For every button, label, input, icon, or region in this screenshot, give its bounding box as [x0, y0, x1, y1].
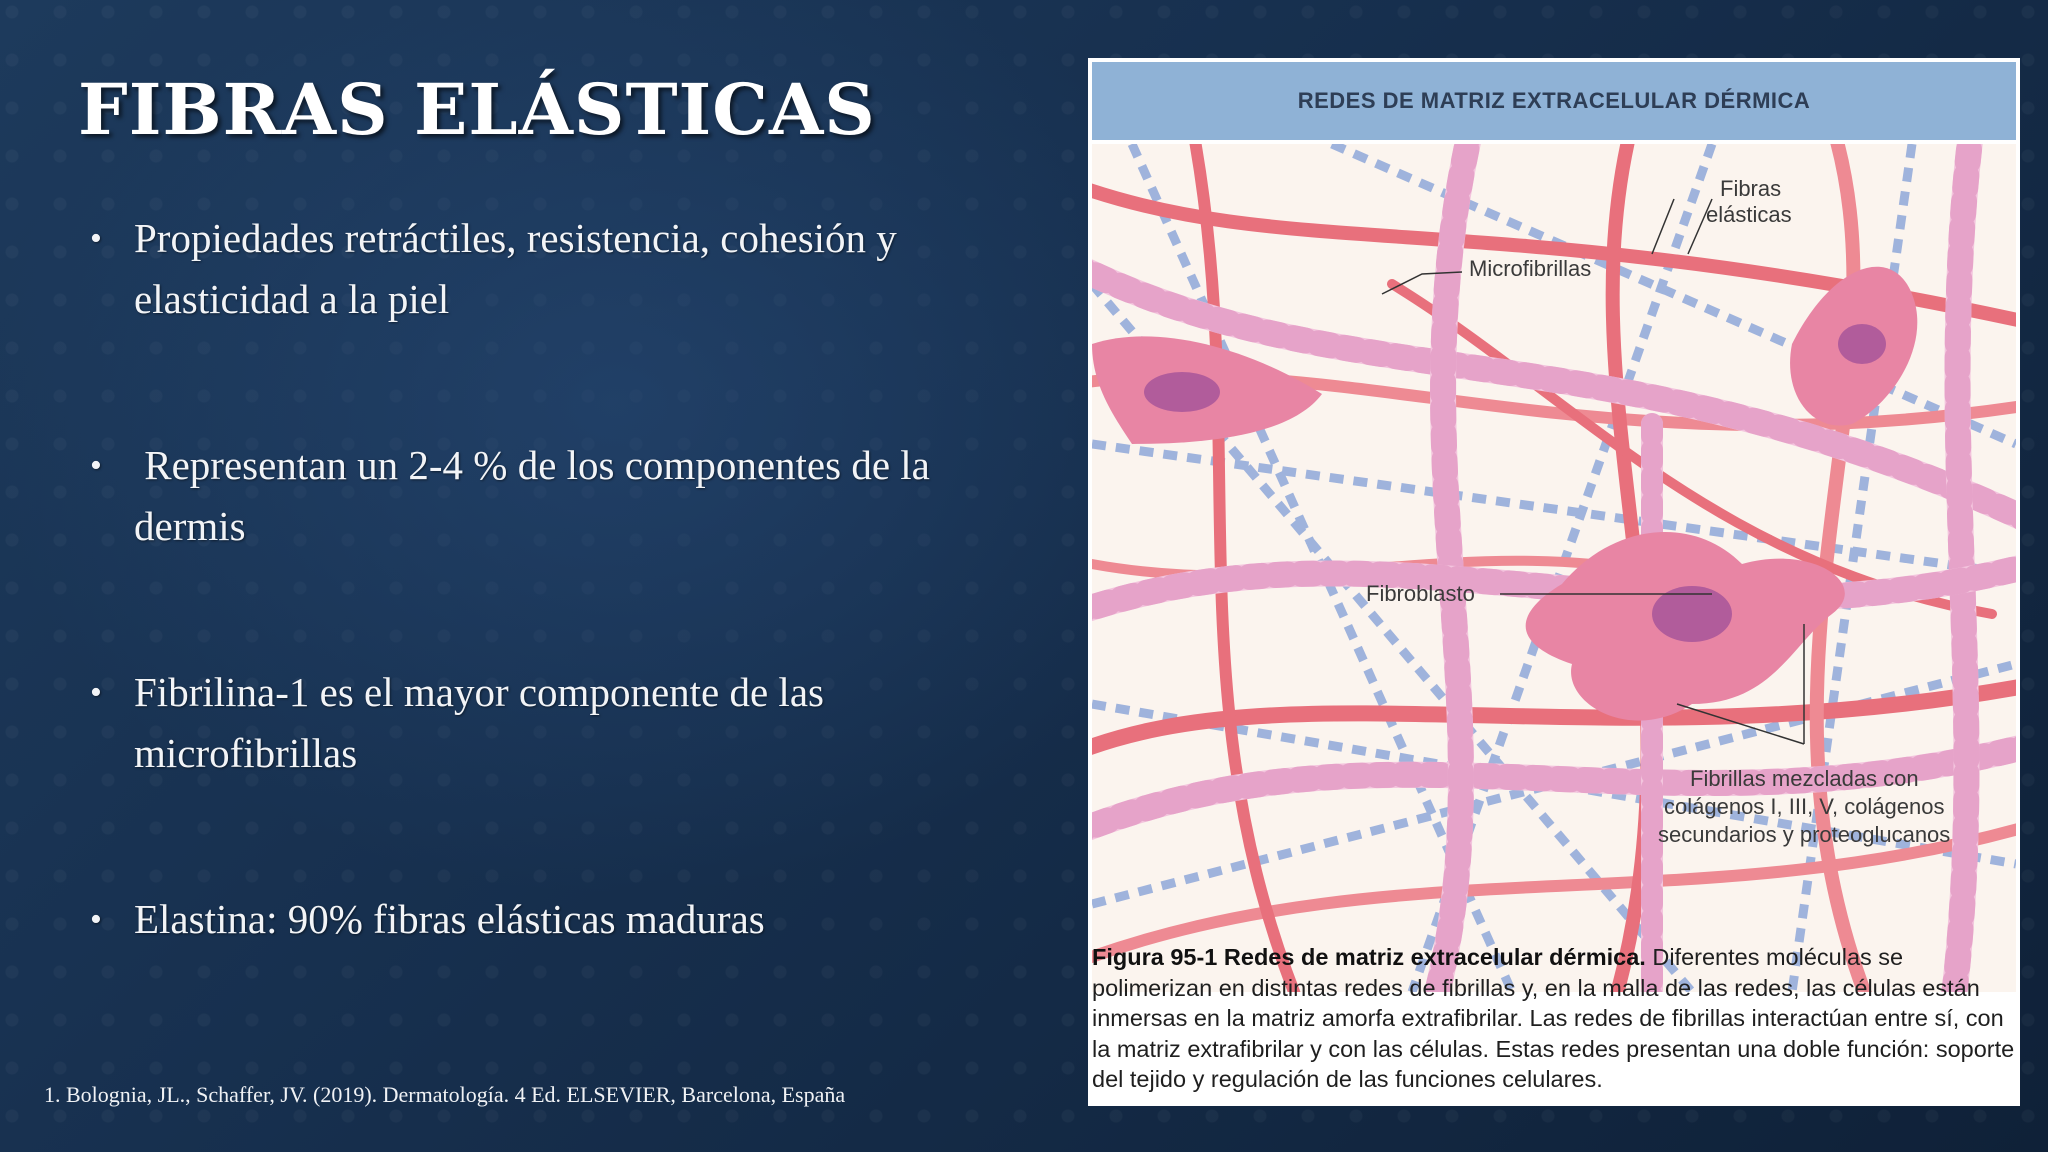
bullet-dot: • [90, 674, 102, 711]
label-mezcla-3: secundarios y proteoglucanos [1658, 822, 1951, 847]
label-fibras-2: elásticas [1706, 202, 1792, 227]
bullet-dot: • [90, 447, 102, 484]
bullet-item [90, 208, 1050, 330]
label-mezcla-1: Fibrillas mezcladas con [1690, 766, 1919, 791]
label-microfibrillas: Microfibrillas [1469, 256, 1592, 281]
figure-caption [1092, 942, 2016, 1095]
bullet-text: Elastina: 90% fibras elásticas maduras [134, 896, 765, 942]
bullet-text: Fibrilina-1 es el mayor componente de las microfibrillas [134, 669, 824, 776]
label-mezcla-2: colágenos I, III, V, colágenos [1664, 794, 1945, 819]
bullet-item [90, 889, 1050, 950]
bullet-list [90, 208, 1050, 1055]
figure-header: REDES DE MATRIZ EXTRACELULAR DÉRMICA [1092, 62, 2016, 140]
caption-lead: Figura 95-1 Redes de matriz extracelular dérmica. [1092, 944, 1646, 970]
bullet-text: Propiedades retráctiles, resistencia, cohesión y elasticidad a la piel [134, 215, 897, 322]
bullet-item [90, 662, 1050, 784]
bullet-item [90, 435, 1050, 557]
caption-body: Diferentes moléculas se polimerizan en distintas redes de fibrillas y, en la malla de las redes, las células están inmersas en la matriz amorfa extrafibrilar. Las redes de fibrillas interactúan entre sí, con la matriz extrafibrilar y con las células. Estas redes presentan una doble función: soporte del tejido y regulación de las funciones celulares. [1092, 944, 2015, 1092]
citation: 1. Bolognia, JL., Schaffer, JV. (2019). Dermatología. 4 Ed. ELSEVIER, Barcelona, España [44, 1082, 846, 1107]
figure-panel [1088, 58, 2020, 1106]
fiber-network-illustration [1092, 144, 2016, 992]
bullet-dot: • [90, 220, 102, 257]
label-fibroblasto: Fibroblasto [1366, 581, 1475, 606]
bullet-text: Representan un 2-4 % de los componentes de la dermis [134, 442, 941, 549]
label-fibras-1: Fibras [1720, 176, 1782, 201]
slide-title: FIBRAS ELÁSTICAS [78, 68, 876, 151]
bullet-dot: • [90, 901, 102, 938]
fiber-network-svg [1092, 144, 2016, 992]
